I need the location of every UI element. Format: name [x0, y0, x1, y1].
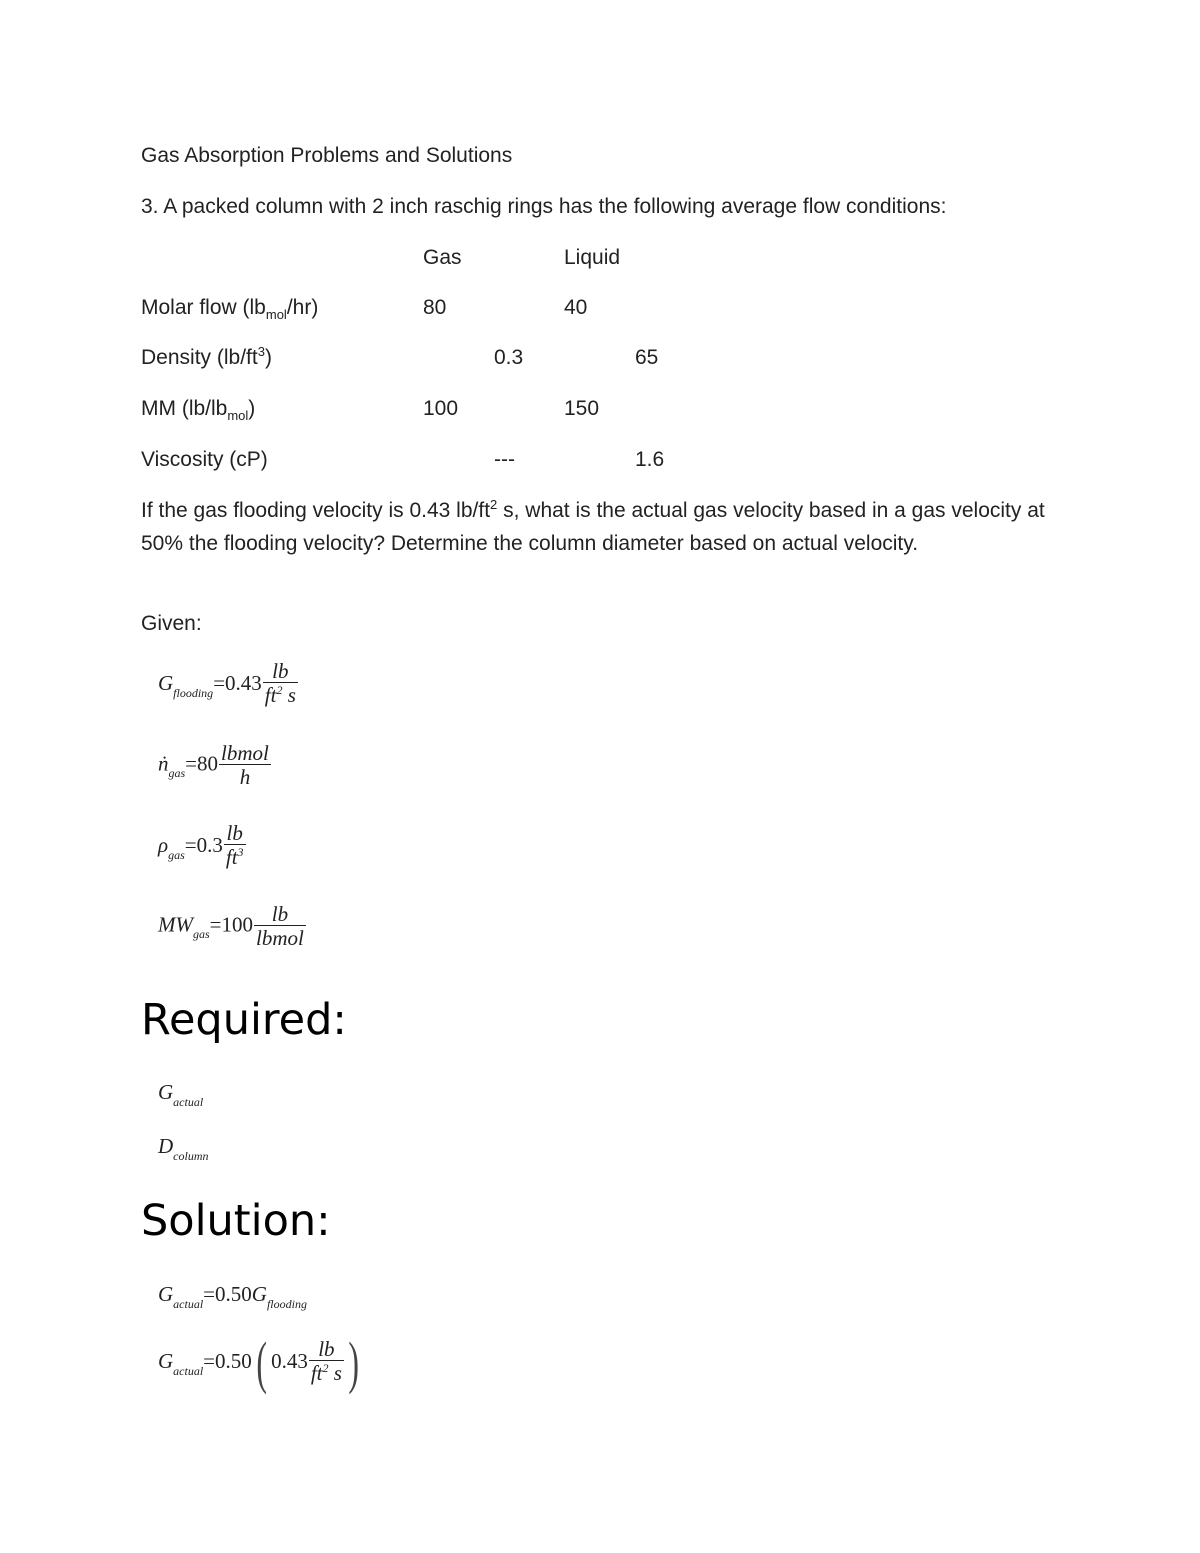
table-row-label-molar-mass: MM $(lb/lb_{mol})$ [141, 397, 256, 423]
given-equation-molar-flow: ṅ$_{gas}$=80 $\frac{\text{lbmol}}{h}$ [158, 741, 269, 789]
fraction: $\frac{lb}{ft^3}$ [225, 821, 244, 869]
table-cell-density-liquid: 65 [635, 346, 659, 369]
given-equation-molecular-weight: $MW_{gas}=100$ $\frac{lb}{\text{lbmol}}$ [158, 902, 304, 950]
table-row-label-density: Density $(lb/ft^3)$ [141, 344, 272, 369]
solution-heading: Solution: [141, 1196, 331, 1246]
required-item-g-actual: $G_{actual}$ [158, 1080, 204, 1109]
left-parenthesis: ( [256, 1330, 267, 1395]
fraction: $\frac{lb}{ft^2 s}$ [264, 659, 296, 707]
right-parenthesis: ) [348, 1330, 359, 1395]
table-cell-molar-mass-liquid: 150 [564, 397, 600, 420]
problem-statement: 3. A packed column with 2 inch raschig rings has the following average flow conditions: [141, 195, 947, 218]
problem-question: If the gas flooding velocity is 0.43 $lb/ft^2$ s, what is the actual gas velocity based in a gas velocity at 50% the flooding velocity? Determine the column diameter based on actual velocity. [141, 497, 1045, 555]
table-cell-viscosity-liquid: 1.6 [635, 448, 665, 471]
table-cell-density-gas: 0.3 [494, 346, 524, 369]
given-equation-flooding: $G_{flooding}=0.43$ $\frac{lb}{ft^2 s}$ [158, 660, 298, 710]
required-item-d-column: $D_{column}$ [158, 1134, 209, 1163]
table-cell-molar-flow-gas: 80 [423, 296, 447, 319]
fraction: $\frac{lb}{ft^2 s}$ [310, 1337, 342, 1385]
table-cell-molar-flow-liquid: 40 [564, 296, 588, 319]
fraction: $\frac{lb}{\text{lbmol}}$ [256, 902, 304, 950]
solution-equation-1: $G_{actual}=0.50G_{flooding}$ [158, 1282, 307, 1311]
table-header-liquid: Liquid [564, 246, 621, 269]
document-title: Gas Absorption Problems and Solutions [141, 144, 513, 167]
table-cell-molar-mass-gas: 100 [423, 397, 459, 420]
solution-equation-2: $G_{actual}=0.50$( 0.43 $\frac{lb}{ft^2 s}$ ) [158, 1330, 359, 1395]
table-cell-viscosity-gas: --- [494, 448, 515, 471]
table-row-label-viscosity: Viscosity (cP) [141, 448, 268, 471]
given-equation-density: $\rho_{gas}=0.3$ $\frac{lb}{ft^3}$ [158, 822, 246, 872]
required-heading: Required: [141, 995, 347, 1045]
table-row-label-molar-flow: Molar flow $(lb_{mol}/hr)$ [141, 296, 319, 322]
given-label: Given: [141, 612, 202, 635]
fraction: $\frac{\text{lbmol}}{h}$ [221, 741, 269, 789]
table-header-gas: Gas [423, 246, 462, 269]
